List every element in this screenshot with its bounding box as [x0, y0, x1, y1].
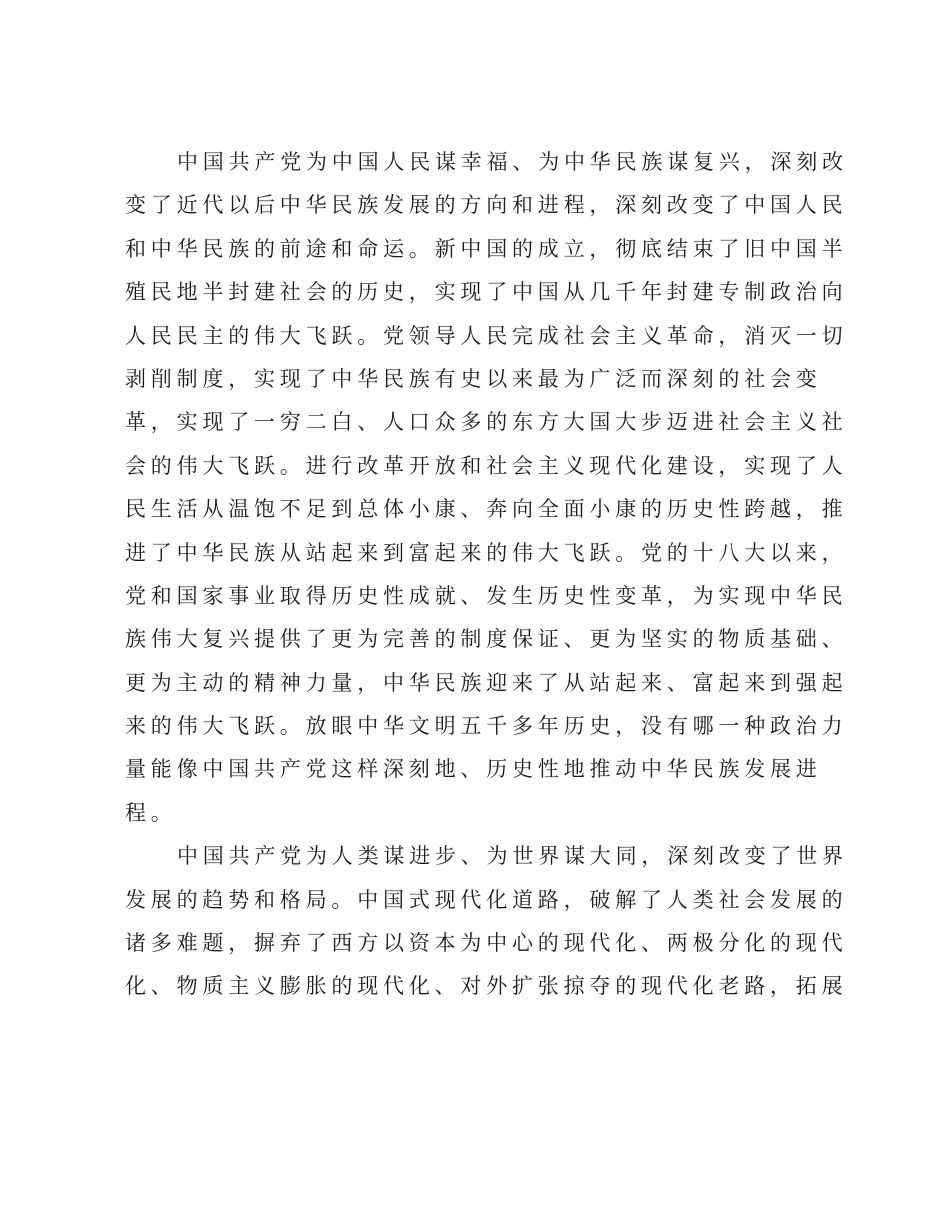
paragraph-2 [125, 835, 848, 1009]
text-line: 族伟大复兴提供了更为完善的制度保证、更为坚实的物质基础、 [125, 627, 848, 652]
text-line: 进了中华民族从站起来到富起来的伟大飞跃。党的十八大以来， [125, 540, 848, 565]
text-line: 和中华民族的前途和命运。新中国的成立，彻底结束了旧中国半 [125, 236, 848, 261]
text-line: 人民民主的伟大飞跃。党领导人民完成社会主义革命，消灭一切 [125, 323, 848, 348]
text-line: 党和国家事业取得历史性成就、发生历史性变革，为实现中华民 [125, 583, 848, 608]
text-line: 量能像中国共产党这样深刻地、历史性地推动中华民族发展进 [125, 757, 822, 782]
text-line: 中国共产党为人类谋进步、为世界谋大同，深刻改变了世界 [177, 844, 848, 869]
text-line: 诸多难题，摒弃了西方以资本为中心的现代化、两极分化的现代 [125, 931, 848, 956]
text-line: 发展的趋势和格局。中国式现代化道路，破解了人类社会发展的 [125, 887, 848, 912]
text-line: 来的伟大飞跃。放眼中华文明五千多年历史，没有哪一种政治力 [125, 714, 848, 739]
text-line: 民生活从温饱不足到总体小康、奔向全面小康的历史性跨越，推 [125, 497, 848, 522]
text-line: 中国共产党为中国人民谋幸福、为中华民族谋复兴，深刻改 [177, 150, 848, 174]
document-body [125, 141, 848, 1009]
text-line: 程。 [125, 800, 177, 825]
text-line: 革，实现了一穷二白、人口众多的东方大国大步迈进社会主义社 [125, 410, 848, 435]
text-line: 会的伟大飞跃。进行改革开放和社会主义现代化建设，实现了人 [125, 453, 848, 478]
text-line: 变了近代以后中华民族发展的方向和进程，深刻改变了中国人民 [125, 193, 848, 218]
text-line: 剥削制度，实现了中华民族有史以来最为广泛而深刻的社会变 [125, 366, 822, 391]
text-line: 化、物质主义膨胀的现代化、对外扩张掠夺的现代化老路，拓展 [125, 974, 848, 999]
paragraph-1 [125, 141, 848, 835]
text-line: 殖民地半封建社会的历史，实现了中国从几千年封建专制政治向 [125, 280, 848, 305]
text-line: 更为主动的精神力量，中华民族迎来了从站起来、富起来到强起 [125, 670, 848, 695]
